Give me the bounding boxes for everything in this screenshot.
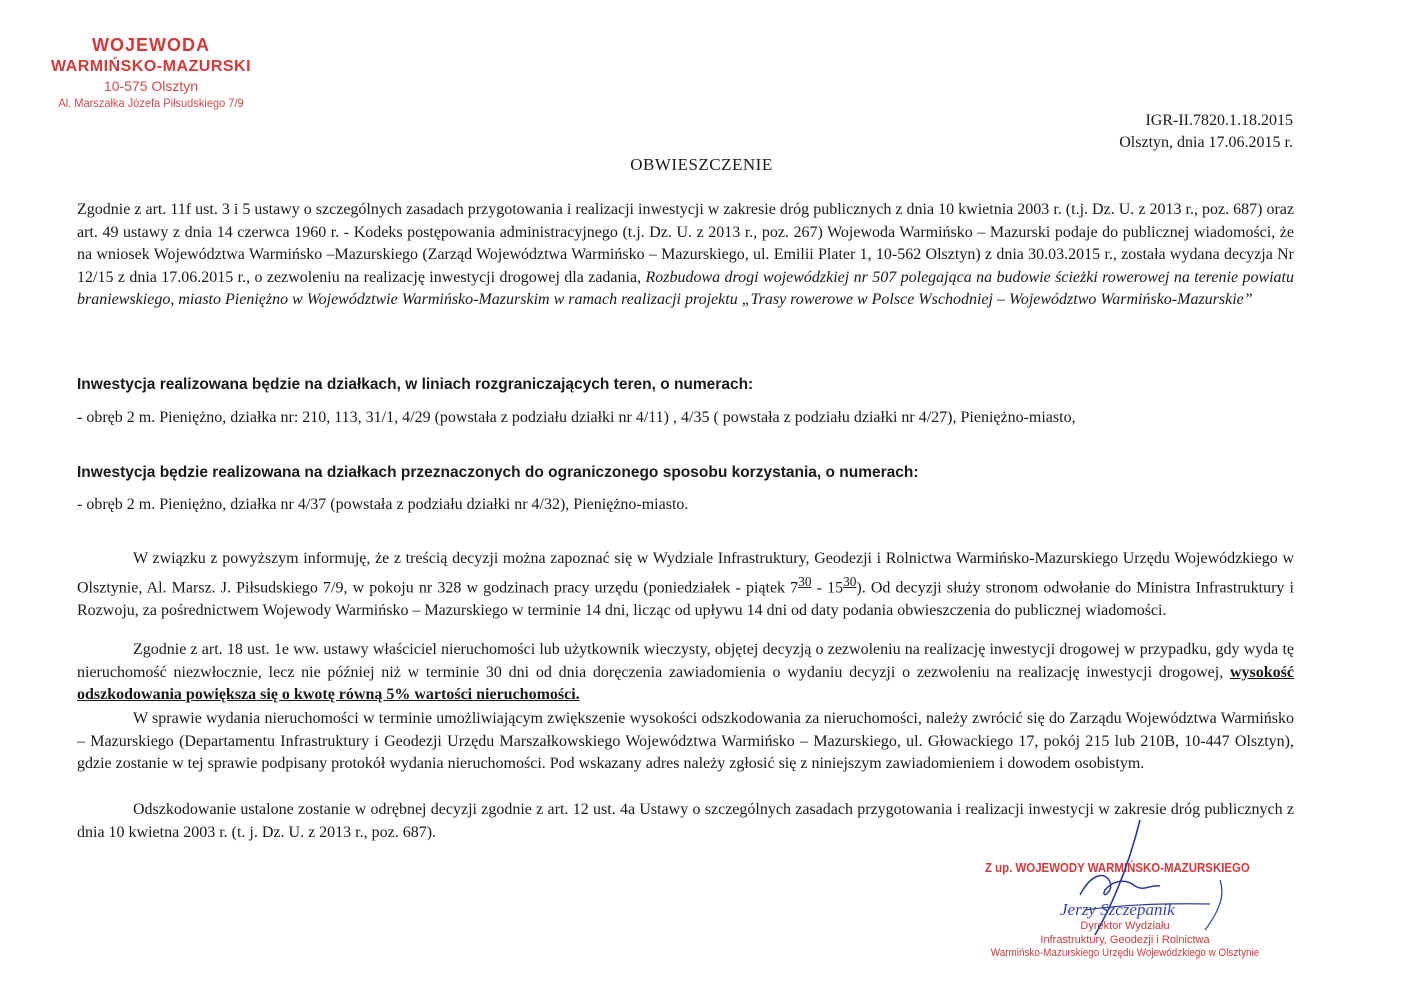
letterhead-line1: WOJEWODA [92,35,210,55]
paragraph-2-text-a: W związku z powyższym informuję, że z treścią decyzji można zapoznać się w Wydziale Infrastruktury, Geodezji i Rolnictwa Warmińsko-Mazurskiego Urzędu Wojewódzkiego w Olsztynie, Al. Marsz. J. Piłsudskiego 7/9, w pokoju nr 328 w godzinach pracy urzędu (poniedziałek - piątek 7 [77,550,1294,596]
paragraph-2 [77,548,1294,622]
paragraph-3 [77,639,1294,707]
signature-stamp-head: Z up. WOJEWODY WARMIŃSKO-MAZURSKIEGO [985,860,1250,875]
compensation-highlight: wysokość odszkodowania powiększa się o kwotę równą 5% wartości nieruchomości. [77,663,1294,704]
plots-list: - obręb 2 m. Pieniężno, działka nr: 210, 113, 31/1, 4/29 (powstała z podziału działki nr 4/11) , 4/35 ( powstała z podziału działki nr 4/27), Pieniężno-miasto, [77,409,1076,426]
handwritten-signature [1010,800,1250,940]
paragraph-5: Odszkodowanie ustalone zostanie w odrębnej decyzji zgodnie z art. 12 ust. 4a Ustawy o szczególnych zasadach przygotowania i realizacji inwestycji w zakresie dróg publicznych z dnia 10 kwietna 2003 r. (t. j. Dz. U. z 2013 r., poz. 687). [77,801,1294,841]
letterhead-line2: WARMIŃSKO-MAZURSKI [50,58,252,75]
project-name: Rozbudowa drogi wojewódzkiej nr 507 polegająca na budowie ścieżki rowerowej na terenie powiatu braniewskiego, miasto Pieniężno w Województwie Warmińsko-Mazurskim w ramach realizacji projektu „Trasy rowerowe w Polsce Wschodniej – Województwo Warmińsko-Mazurskie” [77,268,1295,309]
reference-number: IGR-II.7820.1.18.2015 [1145,112,1293,129]
restricted-plots-list: - obręb 2 m. Pieniężno, działka nr 4/37 (powstała z podziału działki nr 4/32), Pieniężno-miasto. [77,496,689,513]
paragraph-3-text: Zgodnie z art. 18 ust. 1e ww. ustawy właściciel nieruchomości lub użytkownik wieczysty, objętej decyzją o zezwoleniu na realizację inwestycji drogowej w przypadku, gdy wyda tę nieruchomość niezwłocznie, lecz nie później niż w terminie 30 dni od dnia doręczenia zawiadomienia o wydaniu decyzji o zezwoleniu na realizację inwestycji drogowej, [77,641,1294,681]
paragraph-1 [77,199,1294,312]
letterhead-line3: 10-575 Olsztyn [103,78,199,94]
signatory-title-1: Dyrektor Wydziału [1080,920,1170,932]
letterhead-line4: Al. Marszałka Józefa Piłsudskiego 7/9 [58,96,244,110]
letterhead-stamp [26,34,276,111]
signatory-name: Jerzy Szczepanik [1060,900,1175,919]
hours-end-sup: 30 [843,573,857,589]
paragraph-4: W sprawie wydania nieruchomości w terminie umożliwiającym zwiększenie wysokości odszkodowania za nieruchomości, należy zwrócić się do Zarządu Województwa Warmińsko – Mazurskiego (Departamentu Infrastruktury i Geodezji Urzędu Marszałkowskiego Województwa Warmińsko – Mazurskiego, ul. Głowackiego 17, pokój 215 lub 210B, 10-447 Olsztyn), gdzie zostanie w tej sprawie podpisany protokół wydania nieruchomości. Pod wskazany adres należy zgłosić się z niniejszym zawiadomieniem i dowodem osobistym. [77,710,1294,773]
paragraph-1-text: Zgodnie z art. 11f ust. 3 i 5 ustawy o szczególnych zasadach przygotowania i realizacji inwestycji w zakresie dróg publicznych z dnia 10 kwietnia 2003 r. (t.j. Dz. U. z 2013 r., poz. 687) oraz art. 49 ustawy z dnia 14 czerwca 1960 r. - Kodeks postępowania administracyjnego (t.j. Dz. U. z 2013 r., poz. 267) Wojewoda Warmińsko – Mazurski podaje do publicznej wiadomości, że na wniosek Województwa Warmińsko –Mazurskiego (Zarząd Województwa Warmińsko – Mazurskiego, ul. Emilii Plater 1, 10-562 Olsztyn) z dnia 30.03.2015 r., została wydana decyzja Nr 12/15 z dnia 17.06.2015 r., o zezwoleniu na realizację inwestycji drogowej dla zadania, [77,201,1294,286]
heading-plots: Inwestycja realizowana będzie na działkach, w liniach rozgraniczających teren, o numerach: [77,376,754,393]
document-title: OBWIESZCZENIE [630,155,773,174]
paragraph-2-text-c: ). Od decyzji służy stronom odwołanie do Ministra Infrastruktury i Rozwoju, za pośrednictwem Wojewody Warmińsko – Mazurskiego w terminie 14 dni, licząc od upływu 14 dni od daty podania obwieszczenia do publicznej wiadomości. [77,578,1295,619]
signatory-title-3: Warmińsko-Mazurskiego Urzędu Wojewódzkiego w Olsztynie [990,947,1260,959]
place-date: Olsztyn, dnia 17.06.2015 r. [1119,134,1293,151]
heading-restricted-plots: Inwestycja będzie realizowana na działkach przeznaczonych do ograniczonego sposobu korzystania, o numerach: [77,464,919,481]
signatory-title-2: Infrastruktury, Geodezji i Rolnictwa [1040,934,1210,946]
reference-block [1119,110,1293,154]
paragraph-2-text-b: - 15 [811,578,844,596]
hours-start-sup: 30 [798,573,812,589]
